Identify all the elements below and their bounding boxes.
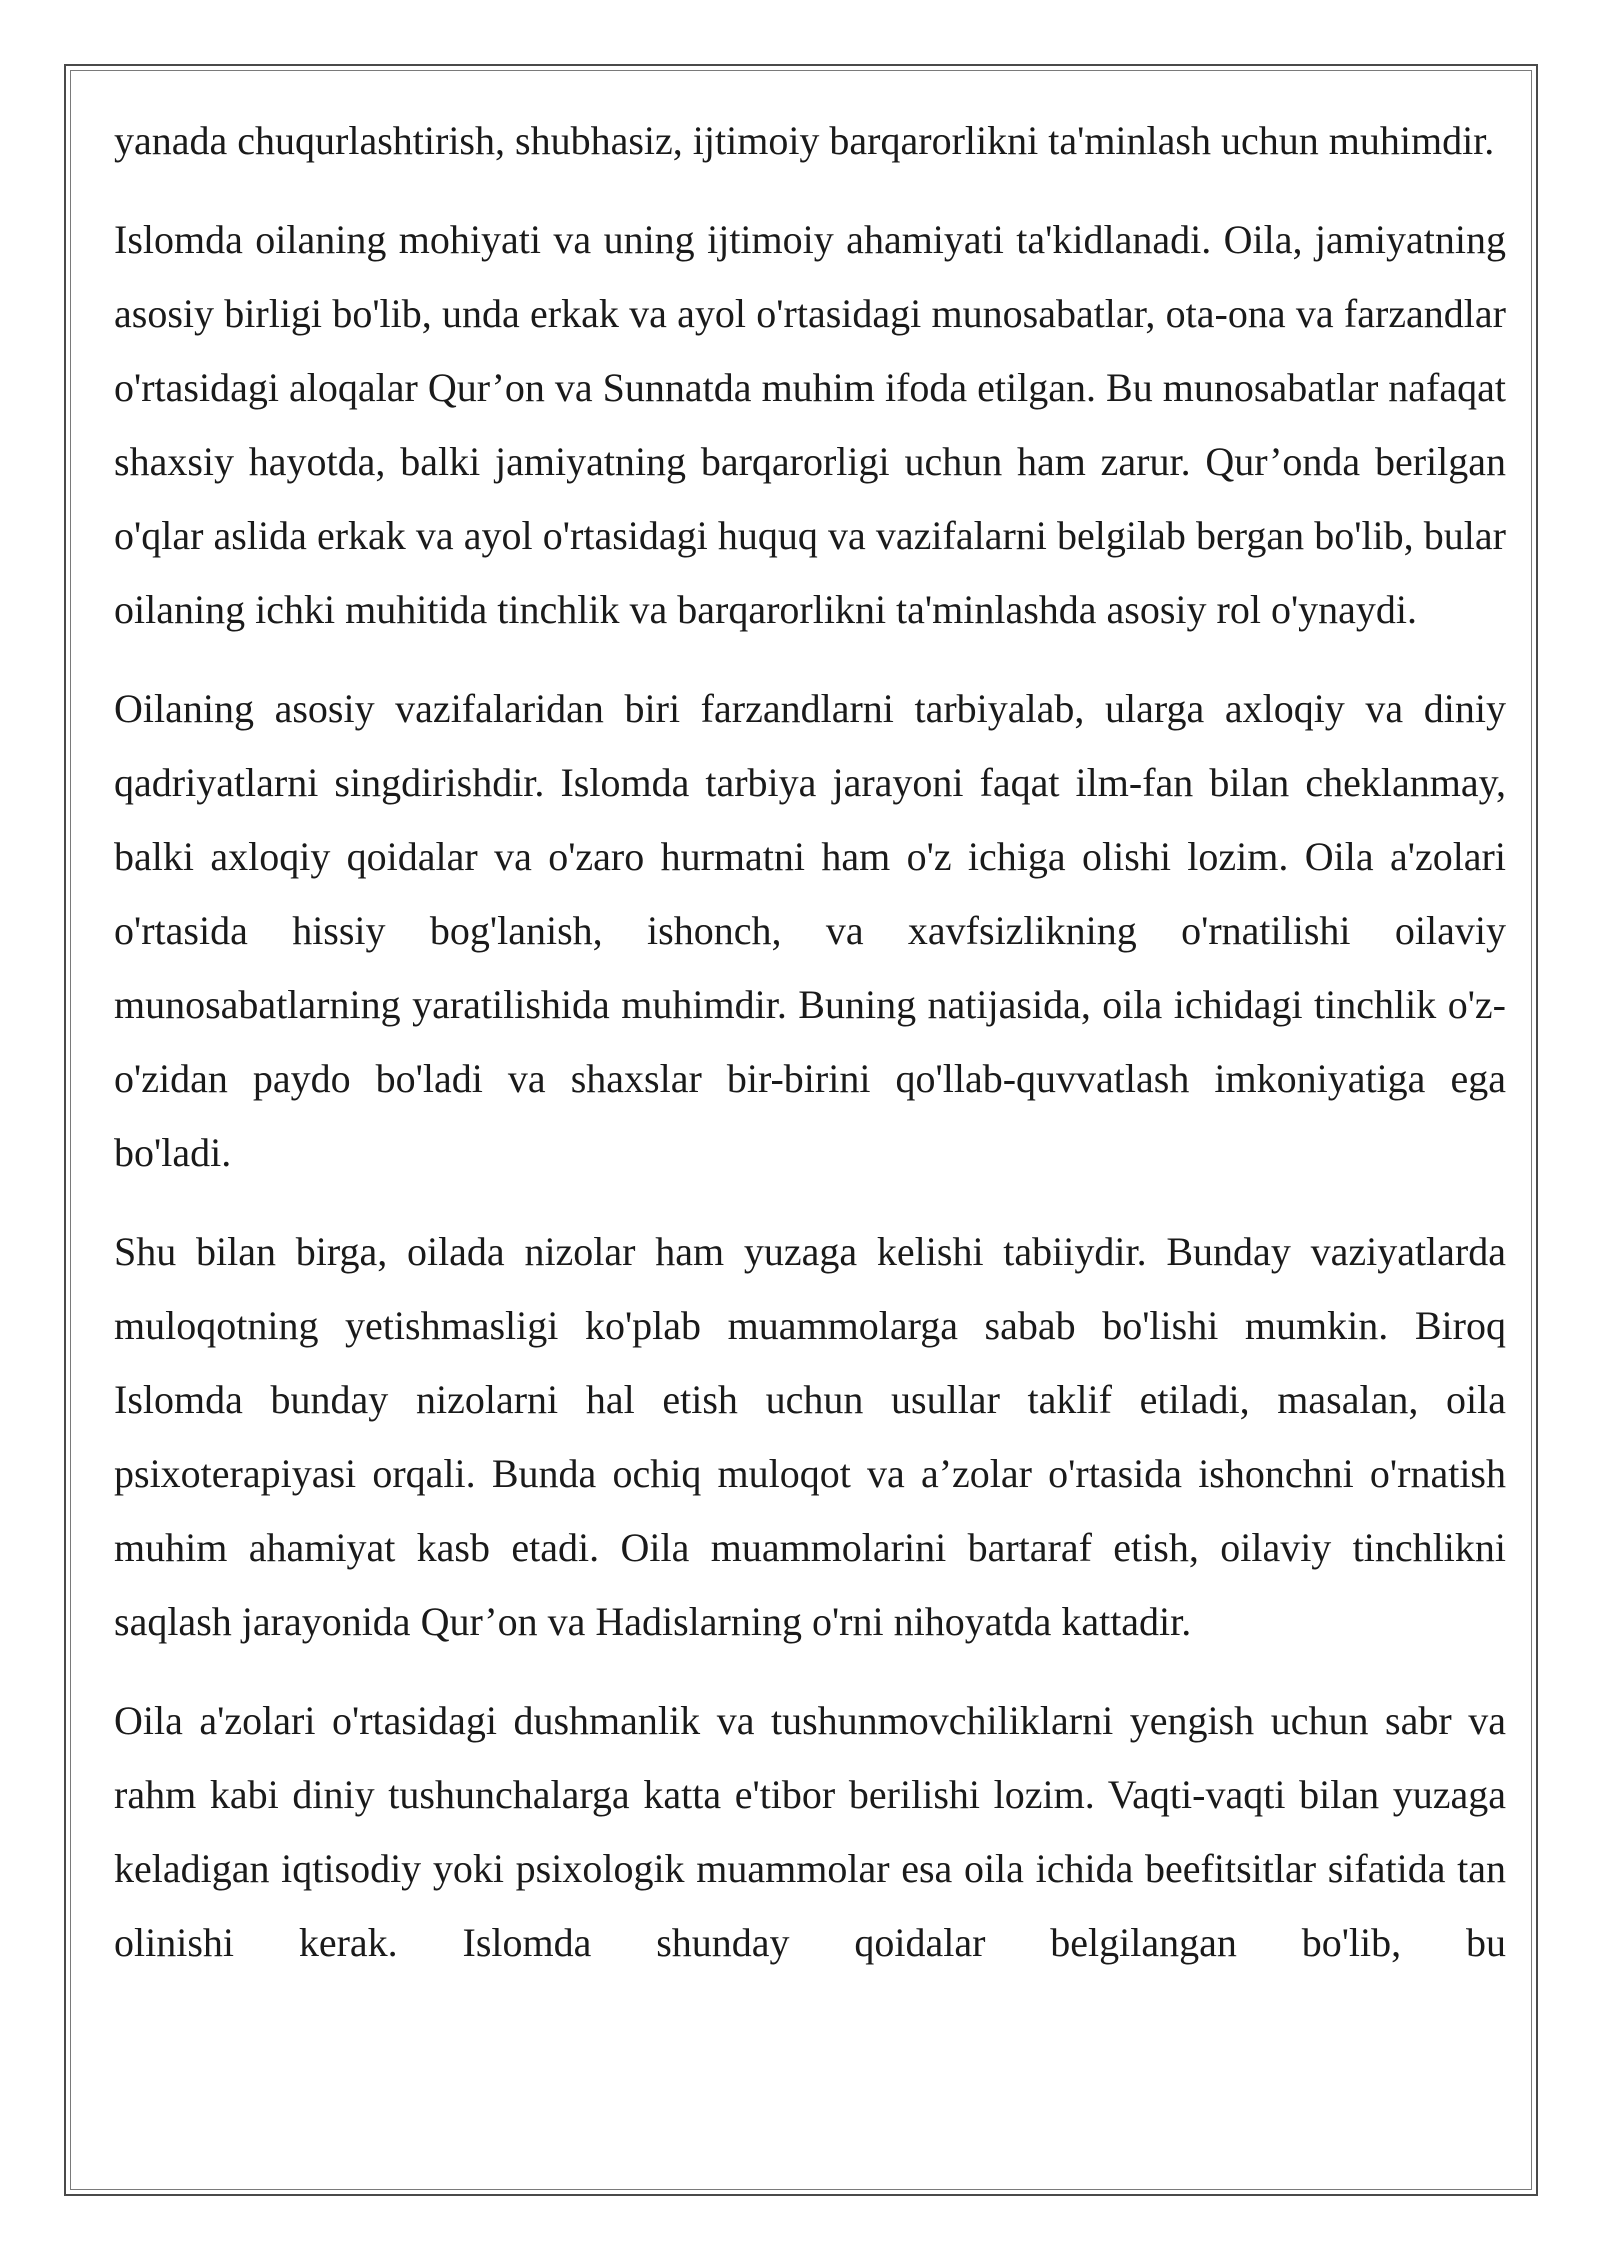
paragraph-2: Islomda oilaning mohiyati va uning ijtimoiy ahamiyati ta'kidlanadi. Oila, jamiyatning asosiy birligi bo'lib, unda erkak va ayol o'rtasidagi munosabatlar, ota-ona va farzandlar o'rtasidagi aloqalar Qur’on va Sunnatda muhim ifoda etilgan. Bu munosabatlar nafaqat shaxsiy hayotda, balki jamiyatning barqarorligi uchun ham zarur. Qur’onda berilgan o'qlar aslida erkak va ayol o'rtasidagi huquq va vazifalarni belgilab bergan bo'lib, bular oilaning ichki muhitida tinchlik va barqarorlikni ta'minlashda asosiy rol o'ynaydi. <box>114 217 1506 632</box>
paragraph-4: Shu bilan birga, oilada nizolar ham yuzaga kelishi tabiiydir. Bunday vaziyatlarda muloqotning yetishmasligi ko'plab muammolarga sabab bo'lishi mumkin. Biroq Islomda bunday nizolarni hal etish uchun usullar taklif etiladi, masalan, oila psixoterapiyasi orqali. Bunda ochiq muloqot va a’zolar o'rtasida ishonchni o'rnatish muhim ahamiyat kasb etadi. Oila muammolarini bartaraf etish, oilaviy tinchlikni saqlash jarayonida Qur’on va Hadislarning o'rni nihoyatda kattadir. <box>114 1229 1506 1644</box>
paragraph-5: Oila a'zolari o'rtasidagi dushmanlik va tushunmovchiliklarni yengish uchun sabr va rahm kabi diniy tushunchalarga katta e'tibor berilishi lozim. Vaqti-vaqti bilan yuzaga keladigan iqtisodiy yoki psixologik muammolar esa oila ichida beefitsitlar sifatida tan olinishi kerak. Islomda shunday qoidalar belgilangan bo'lib, bu <box>114 1698 1506 1965</box>
paragraph-3: Oilaning asosiy vazifalaridan biri farzandlarni tarbiyalab, ularga axloqiy va diniy qadriyatlarni singdirishdir. Islomda tarbiya jarayoni faqat ilm-fan bilan cheklanmay, balki axloqiy qoidalar va o'zaro hurmatni ham o'z ichiga olishi lozim. Oila a'zolari o'rtasida hissiy bog'lanish, ishonch, va xavfsizlikning o'rnatilishi oilaviy munosabatlarning yaratilishida muhimdir. Buning natijasida, oila ichidagi tinchlik o'z-o'zidan paydo bo'ladi va shaxslar bir-birini qo'llab-quvvatlash imkoniyatiga ega bo'ladi. <box>114 686 1506 1175</box>
document-body <box>114 104 1506 2005</box>
paragraph-1: yanada chuqurlashtirish, shubhasiz, ijtimoiy barqarorlikni ta'minlash uchun muhimdir. <box>114 118 1495 163</box>
